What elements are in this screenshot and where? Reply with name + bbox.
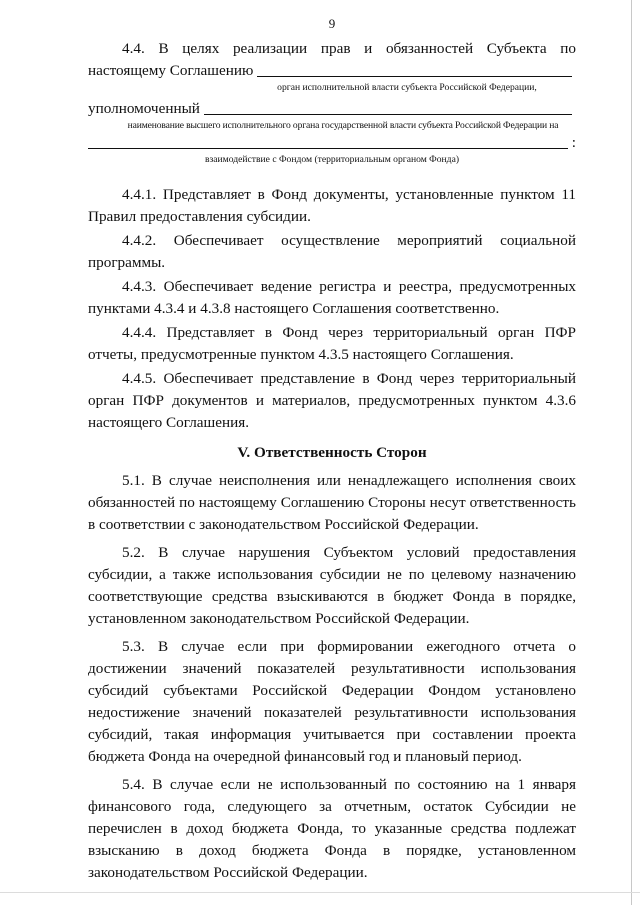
paragraph-5-1: 5.1. В случае неисполнения или ненадлежащего исполнения своих обязанностей по настоящему Соглашению Стороны несут ответственность в соответствии с законодательством Российской Федерации. [88,472,576,533]
document-page [88,16,576,890]
agreement-line-label: настоящему Соглашению [88,62,254,79]
interaction-blank-field [88,147,568,149]
subclause-4-4-1: 4.4.1. Представляет в Фонд документы, установленные пунктом 11 Правил предоставления субсидии. [88,186,576,225]
clause-4-4-header [88,38,576,166]
interaction-line-colon: : [571,134,576,151]
paragraph-5-4: 5.4. В случае если не использованный по состоянию на 1 января финансового года, следующего за отчетным, остаток Субсидии не перечислен в доход бюджета Фонда, то указанные средства подлежат взысканию в доход бюджета Фонда в порядке, установленном законодательством Российской Федерации. [88,776,576,881]
executive-body-caption: наименование высшего исполнительного органа государственной власти субъекта Российской Федерации на [127,120,559,131]
subclause-list [88,184,576,434]
authorized-line-label: уполномоченный [88,100,200,117]
subclause-4-4-5: 4.4.5. Обеспечивает представление в Фонд через территориальный орган ПФР документов и материалов, предусмотренных пунктом 4.3.6 настоящего Соглашения. [88,370,576,431]
subclause-4-4-3: 4.4.3. Обеспечивает ведение регистра и реестра, предусмотренных пунктами 4.3.4 и 4.3.8 настоящего Соглашения соответственно. [88,278,576,317]
scan-edge-bottom [0,892,640,893]
section-5-paragraphs [88,470,576,884]
paragraph-5-2: 5.2. В случае нарушения Субъектом условий предоставления субсидии, а также использования субсидии не по целевому назначению соответствующие средства взыскиваются в бюджет Фонда в порядке, установленном законодательством Российской Федерации. [88,544,576,627]
subclause-4-4-2: 4.4.2. Обеспечивает осуществление мероприятий социальной программы. [88,232,576,271]
interaction-caption: взаимодействие с Фондом (территориальным органом Фонда) [204,154,460,165]
section-heading: V. Ответственность Сторон [237,444,427,461]
page-number: 9 [328,16,336,31]
clause-4-4-intro: 4.4. В целях реализации прав и обязанностей Субъекта по [122,40,576,57]
authority-blank-field [257,75,572,77]
authorized-blank-field [204,113,572,115]
clause-4-4-authorized-line [88,98,576,120]
authority-caption: орган исполнительной власти субъекта Российской Федерации, [277,82,537,93]
scan-edge-right [631,0,632,905]
clause-4-4-interaction-line [88,132,576,154]
clause-4-4-agreement-line [88,60,576,82]
paragraph-5-3: 5.3. В случае если при формировании ежегодного отчета о достижении значений показателей результативности использования субсидий субъектами Российской Федерации Фондом установлено недостижение значений показателей результативности использования субсидий, такая информация учитывается при составлении проекта бюджета Фонда на очередной финансовый год и плановый период. [88,638,576,765]
subclause-4-4-4: 4.4.4. Представляет в Фонд через территориальный орган ПФР отчеты, предусмотренные пунктом 4.3.5 настоящего Соглашения. [88,324,576,363]
